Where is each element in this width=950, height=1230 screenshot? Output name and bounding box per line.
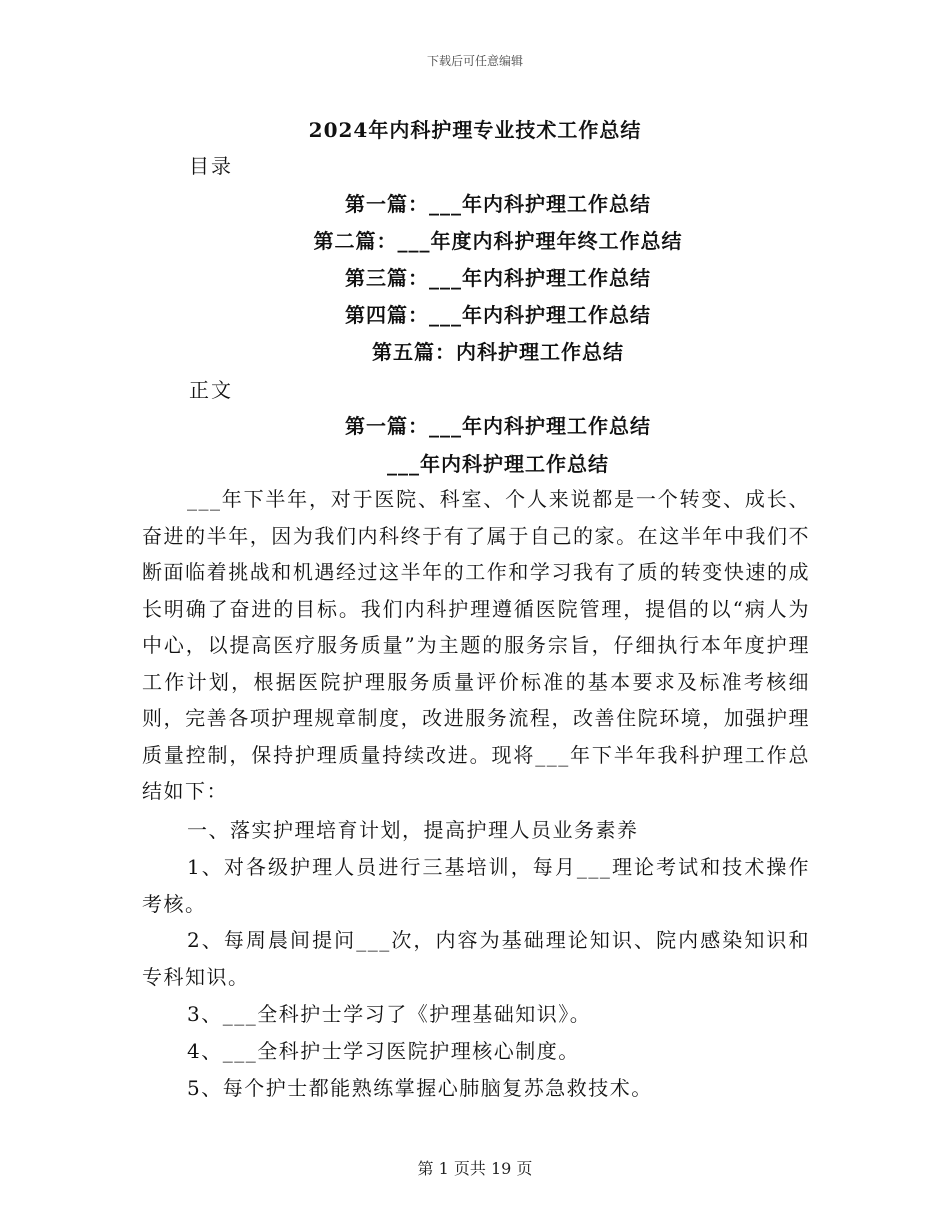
list-item: 3、___全科护士学习了《护理基础知识》。 (187, 1002, 592, 1026)
body-label: 正文 (189, 378, 233, 402)
chapter-heading: 第一篇：___年内科护理工作总结 (345, 414, 651, 438)
page-number-footer: 第 1 页共 19 页 (417, 1159, 533, 1178)
section-heading: 一、落实护理培育计划，提高护理人员业务素养 (187, 818, 639, 842)
body-paragraph: ___年下半年，对于医院、科室、个人来说都是一个转变、成长、奋进的半年，因为我们内科终于有了属于自己的家。在这半年中我们不断面临着挑战和机遇经过这半年的工作和学习我有了质的转变快速的成长明确了奋进的目标。我们内科护理遵循医院管理，提倡的以“病人为中心，以提高医疗服务质量”为主题的服务宗旨，仔细执行本年度护理工作计划，根据医院护理服务质量评价标准的基本要求及标准考核细则，完善各项护理规章制度，改进服务流程，改善住院环境，加强护理质量控制，保持护理质量持续改进。现将___年下半年我科护理工作总结如下： (142, 487, 810, 803)
toc-label: 目录 (189, 154, 233, 178)
list-item: 5、每个护士都能熟练掌握心肺脑复苏急救技术。 (187, 1076, 653, 1100)
chapter-subheading: ___年内科护理工作总结 (387, 452, 609, 476)
toc-item: 第五篇：内科护理工作总结 (372, 340, 624, 364)
toc-item: 第三篇：___年内科护理工作总结 (345, 266, 651, 290)
document-title: 2024年内科护理专业技术工作总结 (308, 118, 642, 142)
list-item: 4、___全科护士学习医院护理核心制度。 (187, 1039, 580, 1063)
toc-item: 第四篇：___年内科护理工作总结 (345, 303, 651, 327)
toc-item: 第一篇：___年内科护理工作总结 (345, 192, 651, 216)
page-header-note: 下载后可任意编辑 (426, 54, 523, 68)
toc-item: 第二篇：___年度内科护理年终工作总结 (313, 229, 683, 253)
list-item: 2、每周晨间提问___次，内容为基础理论知识、院内感染知识和专科知识。 (142, 928, 810, 989)
list-item: 1、对各级护理人员进行三基培训，每月___理论考试和技术操作考核。 (142, 855, 810, 916)
